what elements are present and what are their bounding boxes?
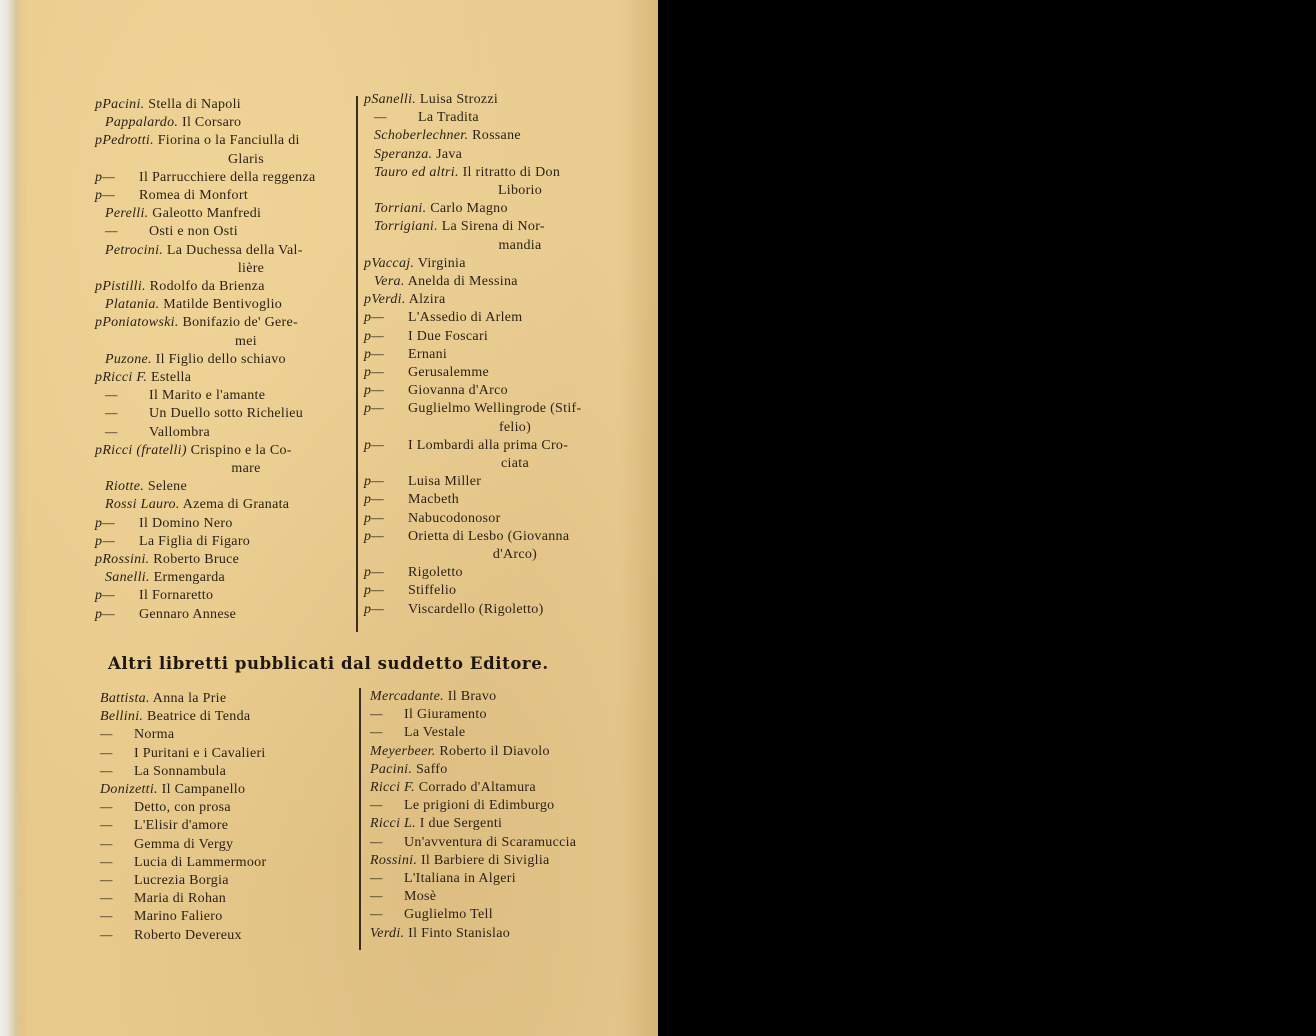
catalog-entry (100, 763, 360, 781)
title-continuation: ciata (501, 456, 529, 472)
composer-name: Bellini. (100, 709, 144, 725)
entry-prefix: p— (364, 346, 385, 362)
opera-title: Nabucodonosor (408, 510, 501, 526)
catalog-entry (364, 582, 626, 600)
entry-prefix: p— (95, 169, 116, 185)
catalog-entry (100, 908, 360, 926)
opera-title: Lucrezia Borgia (134, 873, 229, 889)
opera-title: Osti e non Osti (149, 224, 238, 240)
opera-title: Java (436, 146, 463, 162)
catalog-entry (364, 564, 626, 582)
catalog-entry (370, 797, 632, 815)
composer-name: Meyerbeer. (370, 743, 436, 759)
composer-name: Verdi. (370, 925, 405, 941)
entry-prefix: — (100, 836, 113, 852)
composer-name: Rossini. (370, 852, 418, 868)
entry-prefix: — (374, 110, 387, 126)
composer-name: Ricci (fratelli) (102, 442, 187, 458)
opera-title: Azema di Granata (182, 497, 290, 513)
catalog-entry (370, 724, 632, 742)
catalog-entry (95, 533, 357, 551)
catalog-entry (95, 551, 357, 569)
entry-prefix: p (95, 552, 103, 568)
entry-prefix: — (100, 727, 113, 743)
composer-name: Verdi. (371, 292, 406, 308)
opera-title: Giovanna d'Arco (408, 383, 508, 399)
catalog-entry (95, 296, 357, 314)
catalog-entry (364, 328, 626, 346)
composer-name: Torriani. (374, 201, 427, 217)
opera-title: Carlo Magno (430, 201, 508, 217)
opera-title: Orietta di Lesbo (Giovanna (408, 528, 570, 544)
entry-prefix: p (95, 370, 103, 386)
catalog-column-top-right (364, 91, 626, 619)
opera-title: Bonifazio de' Gere- (182, 315, 298, 331)
title-continuation: felio) (498, 419, 532, 435)
composer-name: Donizetti. (100, 782, 158, 798)
catalog-column-bottom-left (100, 690, 360, 945)
entry-prefix: — (105, 224, 118, 240)
catalog-entry (364, 291, 626, 309)
catalog-entry (100, 708, 360, 726)
composer-name: Poniatowski. (102, 315, 179, 331)
title-continuation: Glaris (227, 151, 264, 167)
opera-title: Roberto il Diavolo (439, 743, 550, 759)
catalog-entry (364, 601, 626, 619)
catalog-entry (364, 255, 626, 273)
opera-title: Luisa Strozzi (419, 92, 499, 107)
title-continuation: lière (237, 260, 265, 276)
opera-title: Guglielmo Wellingrode (Stif- (408, 401, 582, 417)
catalog-entry (364, 109, 626, 127)
opera-title: I Due Foscari (408, 328, 489, 344)
opera-title: Il Finto Stanislao (408, 925, 511, 941)
composer-name: Battista. (100, 691, 150, 706)
entry-prefix: p— (95, 188, 116, 204)
catalog-entry (364, 164, 626, 200)
opera-title: Alzira (408, 292, 446, 308)
entry-prefix: p (95, 442, 103, 458)
catalog-entry (95, 96, 357, 114)
composer-name: Pappalardo. (105, 115, 179, 131)
catalog-entry (95, 387, 357, 405)
entry-prefix: p (364, 255, 372, 271)
catalog-entry (364, 400, 626, 436)
title-continuation: mei (235, 333, 257, 349)
entry-prefix: p (95, 97, 103, 112)
entry-prefix: p— (364, 510, 385, 526)
catalog-entry (95, 569, 357, 587)
opera-title: Virginia (417, 255, 466, 271)
title-continuation: mandia (498, 237, 542, 253)
catalog-entry (95, 169, 357, 187)
opera-title: Stella di Napoli (148, 97, 241, 112)
column-divider-top (356, 96, 358, 632)
entry-prefix: — (370, 871, 383, 887)
opera-title: I Lombardi alla prima Cro- (408, 437, 569, 453)
entry-prefix: p (95, 133, 103, 149)
opera-title: L'Assedio di Arlem (408, 310, 523, 326)
entry-prefix: p— (364, 365, 385, 381)
entry-prefix: — (100, 927, 113, 943)
entry-prefix: p— (364, 492, 385, 508)
opera-title: Gennaro Annese (139, 606, 237, 622)
catalog-entry (370, 815, 632, 833)
entry-prefix: — (370, 798, 383, 814)
composer-name: Sanelli. (105, 570, 150, 586)
catalog-entry (100, 927, 360, 945)
entry-prefix: — (100, 745, 113, 761)
catalog-entry (370, 779, 632, 797)
entry-prefix: — (370, 707, 383, 723)
catalog-entry (95, 424, 357, 442)
opera-title: Il Marito e l'amante (149, 388, 266, 404)
entry-prefix: — (100, 873, 113, 889)
catalog-entry (95, 369, 357, 387)
catalog-entry (95, 187, 357, 205)
opera-title: La Sirena di Nor- (441, 219, 545, 235)
composer-name: Rossi Lauro. (105, 497, 180, 513)
composer-name: Platania. (105, 297, 160, 313)
catalog-entry (370, 834, 632, 852)
opera-title: Il Parrucchiere della reggenza (139, 169, 316, 185)
catalog-entry (100, 799, 360, 817)
opera-title: Detto, con prosa (134, 800, 231, 816)
catalog-entry (370, 888, 632, 906)
opera-title: Corrado d'Altamura (418, 780, 536, 796)
opera-title: Rossane (472, 128, 521, 144)
composer-name: Ricci L. (370, 816, 416, 832)
catalog-entry (100, 854, 360, 872)
opera-title: Vallombra (149, 424, 211, 440)
opera-title: Il Bravo (447, 689, 497, 704)
opera-title: La Sonnambula (134, 763, 227, 779)
catalog-entry (370, 870, 632, 888)
opera-title: Macbeth (408, 492, 460, 508)
opera-title: Fiorina o la Fanciulla di (157, 133, 300, 149)
entry-prefix: p— (95, 588, 116, 604)
catalog-entry (95, 242, 357, 278)
catalog-entry (364, 473, 626, 491)
catalog-entry (364, 91, 626, 109)
catalog-entry (95, 442, 357, 478)
catalog-entry (95, 132, 357, 168)
composer-name: Schoberlechner. (374, 128, 469, 144)
catalog-entry (95, 515, 357, 533)
catalog-entry (364, 437, 626, 473)
catalog-entry (100, 890, 360, 908)
opera-title: Guglielmo Tell (404, 907, 493, 923)
catalog-entry (95, 205, 357, 223)
entry-prefix: — (100, 763, 113, 779)
opera-title: Roberto Devereux (134, 927, 242, 943)
catalog-entry (370, 743, 632, 761)
opera-title: Il Barbiere di Siviglia (420, 852, 550, 868)
entry-prefix: — (100, 800, 113, 816)
catalog-entry (100, 817, 360, 835)
catalog-entry (95, 587, 357, 605)
entry-prefix: p— (364, 383, 385, 399)
entry-prefix: p— (364, 601, 385, 617)
composer-name: Ricci F. (102, 370, 148, 386)
opera-title: Crispino e la Co- (190, 442, 292, 458)
opera-title: I due Sergenti (419, 816, 503, 832)
title-continuation: Liborio (497, 183, 543, 199)
catalog-entry (364, 127, 626, 145)
entry-prefix: — (105, 388, 118, 404)
entry-prefix: — (105, 406, 118, 422)
opera-title: Mosè (404, 889, 437, 905)
opera-title: Roberto Bruce (153, 552, 240, 568)
entry-prefix: — (100, 891, 113, 907)
catalog-entry (95, 314, 357, 350)
entry-prefix: — (100, 818, 113, 834)
catalog-entry (370, 852, 632, 870)
catalog-entry (370, 925, 632, 943)
catalog-entry (364, 491, 626, 509)
opera-title: Stiffelio (408, 583, 457, 599)
catalog-entry (370, 906, 632, 924)
opera-title: Rigoletto (408, 565, 463, 581)
opera-title: Il Domino Nero (139, 515, 233, 531)
composer-name: Perelli. (105, 206, 149, 222)
catalog-entry (364, 146, 626, 164)
opera-title: I Puritani e i Cavalieri (134, 745, 266, 761)
opera-title: Il Figlio dello schiavo (155, 351, 286, 367)
opera-title: Gerusalemme (408, 365, 490, 381)
catalog-entry (364, 510, 626, 528)
entry-prefix: — (370, 889, 383, 905)
opera-title: Viscardello (Rigoletto) (408, 601, 544, 617)
catalog-entry (364, 346, 626, 364)
entry-prefix: p (364, 292, 372, 308)
catalog-entry (364, 309, 626, 327)
composer-name: Sanelli. (371, 92, 417, 107)
catalog-entry (95, 278, 357, 296)
opera-title: Matilde Bentivoglio (163, 297, 283, 313)
opera-title: Il ritratto di Don (462, 164, 561, 180)
composer-name: Torrigiani. (374, 219, 438, 235)
composer-name: Tauro ed altri. (374, 164, 459, 180)
catalog-entry (100, 745, 360, 763)
entry-prefix: p— (364, 583, 385, 599)
catalog-entry (370, 688, 632, 706)
catalog-entry (370, 706, 632, 724)
opera-title: Maria di Rohan (134, 891, 227, 907)
opera-title: Gemma di Vergy (134, 836, 234, 852)
entry-prefix: p— (364, 565, 385, 581)
entry-prefix: — (370, 725, 383, 741)
catalog-entry (95, 351, 357, 369)
entry-prefix: p— (95, 606, 116, 622)
entry-prefix: p (95, 315, 103, 331)
catalog-entry (95, 114, 357, 132)
composer-name: Riotte. (105, 479, 145, 495)
entry-prefix: — (370, 907, 383, 923)
opera-title: Ermengarda (153, 570, 226, 586)
catalog-entry (364, 364, 626, 382)
composer-name: Pacini. (102, 97, 145, 112)
opera-title: Rodolfo da Brienza (149, 279, 265, 295)
composer-name: Rossini. (102, 552, 150, 568)
catalog-entry (364, 528, 626, 564)
catalog-entry (95, 223, 357, 241)
opera-title: L'Elisir d'amore (134, 818, 229, 834)
opera-title: Il Campanello (161, 782, 246, 798)
opera-title: Selene (147, 479, 187, 495)
page-spine-edge (0, 0, 22, 1036)
entry-prefix: — (100, 854, 113, 870)
entry-prefix: p— (364, 310, 385, 326)
opera-title: Saffo (415, 761, 448, 777)
column-divider-bottom (359, 688, 361, 950)
catalog-entry (364, 218, 626, 254)
entry-prefix: p— (364, 437, 385, 453)
opera-title: La Duchessa della Val- (166, 242, 303, 258)
composer-name: Pedrotti. (102, 133, 154, 149)
opera-title: Norma (134, 727, 175, 743)
title-continuation: mare (231, 461, 261, 477)
section-heading: Altri libretti pubblicati dal suddetto Editore. (108, 654, 549, 673)
catalog-entry (95, 478, 357, 496)
opera-title: Anna la Prie (152, 691, 227, 706)
catalog-entry (100, 690, 360, 708)
composer-name: Pistilli. (102, 279, 146, 295)
entry-prefix: p— (364, 328, 385, 344)
opera-title: Beatrice di Tenda (147, 709, 251, 725)
composer-name: Mercadante. (370, 689, 444, 704)
opera-title: Un Duello sotto Richelieu (149, 406, 304, 422)
catalog-entry (100, 726, 360, 744)
catalog-column-top-left (95, 96, 357, 624)
opera-title: La Figlia di Figaro (139, 533, 251, 549)
catalog-entry (100, 781, 360, 799)
catalog-entry (370, 761, 632, 779)
catalog-entry (95, 405, 357, 423)
composer-name: Vaccaj. (371, 255, 415, 271)
opera-title: Un'avventura di Scaramuccia (404, 834, 577, 850)
opera-title: Anelda di Messina (407, 274, 518, 290)
catalog-entry (100, 872, 360, 890)
entry-prefix: p (95, 279, 103, 295)
composer-name: Speranza. (374, 146, 433, 162)
catalog-column-bottom-right (370, 688, 632, 943)
opera-title: Estella (151, 370, 192, 386)
opera-title: La Vestale (404, 725, 466, 741)
composer-name: Ricci F. (370, 780, 415, 796)
title-continuation: d'Arco) (492, 547, 538, 563)
entry-prefix: p— (364, 401, 385, 417)
catalog-entry (364, 200, 626, 218)
opera-title: Marino Faliero (134, 909, 223, 925)
opera-title: La Tradita (418, 110, 479, 126)
opera-title: Luisa Miller (408, 474, 482, 490)
entry-prefix: — (370, 834, 383, 850)
opera-title: Le prigioni di Edimburgo (404, 798, 555, 814)
catalog-entry (364, 382, 626, 400)
composer-name: Petrocini. (105, 242, 164, 258)
entry-prefix: p (364, 92, 372, 107)
entry-prefix: — (100, 909, 113, 925)
opera-title: Galeotto Manfredi (152, 206, 262, 222)
opera-title: Lucia di Lammermoor (134, 854, 267, 870)
entry-prefix: p— (95, 533, 116, 549)
opera-title: Il Fornaretto (139, 588, 214, 604)
catalog-entry (364, 273, 626, 291)
composer-name: Pacini. (370, 761, 413, 777)
entry-prefix: p— (364, 474, 385, 490)
opera-title: L'Italiana in Algeri (404, 871, 516, 887)
catalog-entry (95, 496, 357, 514)
entry-prefix: — (105, 424, 118, 440)
entry-prefix: p— (95, 515, 116, 531)
entry-prefix: p— (364, 528, 385, 544)
catalog-entry (100, 836, 360, 854)
opera-title: Il Giuramento (404, 707, 487, 723)
opera-title: Ernani (408, 346, 448, 362)
catalog-entry (95, 606, 357, 624)
opera-title: Romea di Monfort (139, 188, 249, 204)
opera-title: Il Corsaro (181, 115, 242, 131)
composer-name: Vera. (374, 274, 405, 290)
composer-name: Puzone. (105, 351, 152, 367)
